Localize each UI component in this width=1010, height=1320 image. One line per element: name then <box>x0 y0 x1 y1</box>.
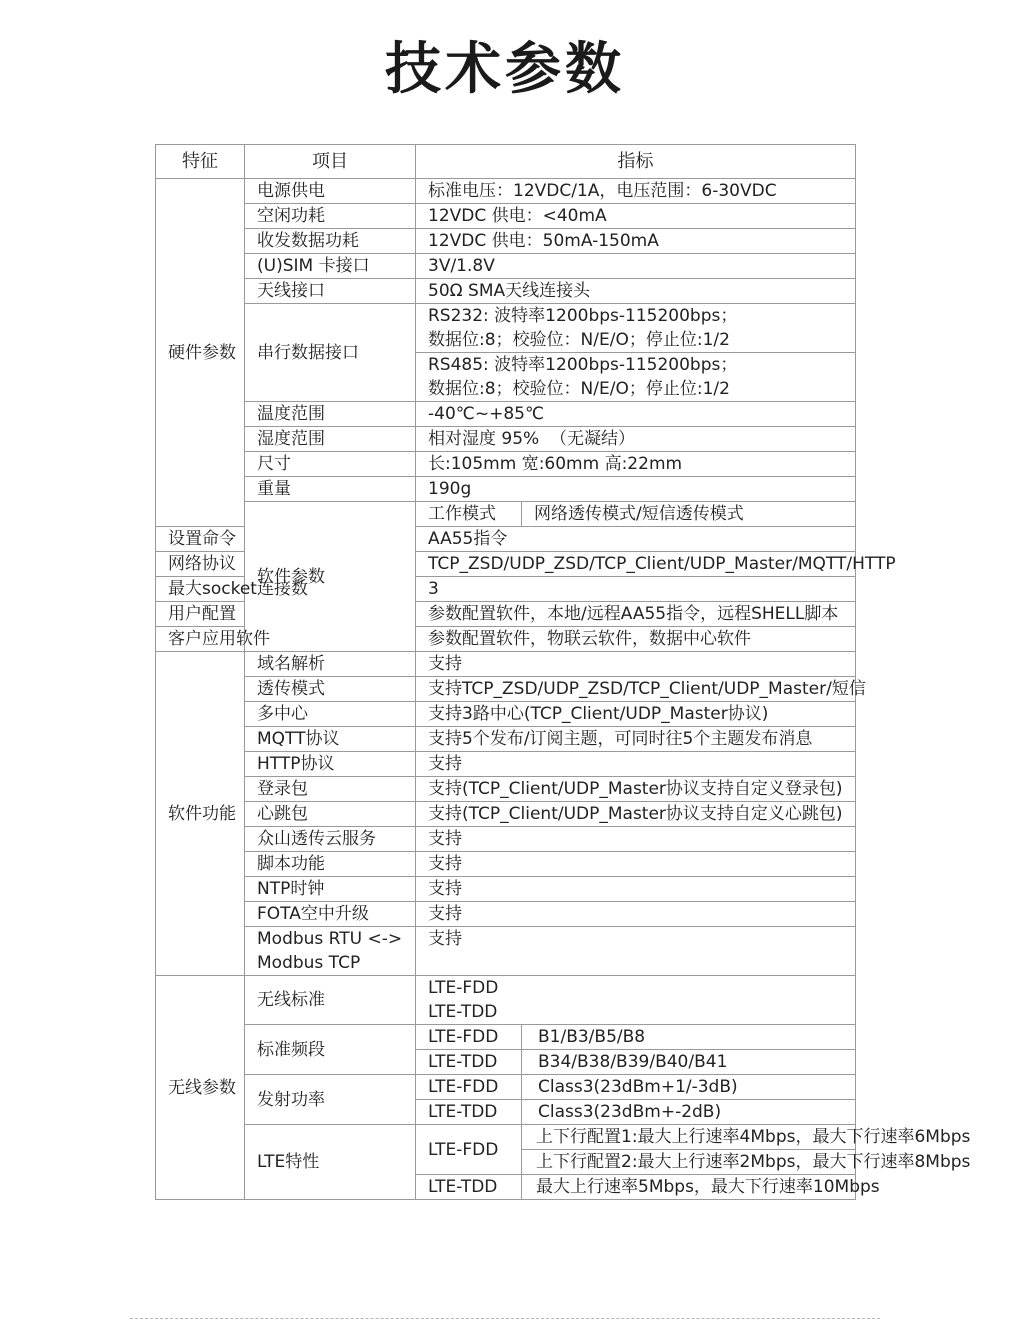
mode-cell: LTE-TDD <box>416 1175 522 1200</box>
spec-cell: 支持(TCP_Client/UDP_Master协议支持自定义登录包) <box>416 777 856 802</box>
item-cell: 标准频段 <box>245 1025 416 1075</box>
spec-cell: B1/B3/B5/B8 <box>522 1025 856 1050</box>
spec-cell: 3 <box>416 577 856 602</box>
table-row <box>156 204 856 229</box>
item-cell: 透传模式 <box>245 677 416 702</box>
header-row <box>156 145 856 179</box>
item-cell: 湿度范围 <box>245 427 416 452</box>
table-row <box>156 752 856 777</box>
spec-cell: 12VDC 供电：<40mA <box>416 204 856 229</box>
item-cell: FOTA空中升级 <box>245 902 416 927</box>
spec-cell: 参数配置软件，物联云软件，数据中心软件 <box>416 627 856 652</box>
table-row <box>156 877 856 902</box>
spec-cell: 相对湿度 95% （无凝结） <box>416 427 856 452</box>
mode-cell: LTE-TDD <box>416 1050 522 1075</box>
table-row <box>156 1025 856 1050</box>
table-row <box>156 802 856 827</box>
spec-cell: 支持(TCP_Client/UDP_Master协议支持自定义心跳包) <box>416 802 856 827</box>
spec-cell: 标准电压：12VDC/1A，电压范围：6-30VDC <box>416 179 856 204</box>
item-cell: 多中心 <box>245 702 416 727</box>
spec-cell: 支持TCP_ZSD/UDP_ZSD/TCP_Client/UDP_Master/短信 <box>416 677 856 702</box>
spec-cell: 支持 <box>416 852 856 877</box>
spec-cell: Class3(23dBm+1/-3dB) <box>522 1075 856 1100</box>
table-row <box>156 477 856 502</box>
item-cell: NTP时钟 <box>245 877 416 902</box>
spec-cell: 长:105mm 宽:60mm 高:22mm <box>416 452 856 477</box>
item-cell: 尺寸 <box>245 452 416 477</box>
item-cell: 客户应用软件 <box>156 627 245 652</box>
item-cell: 域名解析 <box>245 652 416 677</box>
spec-cell: 190g <box>416 477 856 502</box>
spec-cell: 数据位:8；校验位：N/E/O；停止位:1/2 <box>416 377 856 402</box>
table-row <box>156 254 856 279</box>
table-row <box>156 927 856 952</box>
item-cell: 脚本功能 <box>245 852 416 877</box>
spec-cell: RS232: 波特率1200bps-115200bps； <box>416 304 856 329</box>
item-cell: Modbus RTU <-> <box>245 927 416 952</box>
item-cell: 天线接口 <box>245 279 416 304</box>
header-item: 项目 <box>245 145 416 179</box>
header-spec: 指标 <box>416 145 856 179</box>
table-row <box>156 976 856 1001</box>
spec-cell: AA55指令 <box>416 527 856 552</box>
spec-cell: B34/B38/B39/B40/B41 <box>522 1050 856 1075</box>
item-cell: LTE特性 <box>245 1125 416 1200</box>
spec-cell: 参数配置软件，本地/远程AA55指令，远程SHELL脚本 <box>416 602 856 627</box>
group-wireless: 无线参数 <box>156 976 245 1200</box>
spec-cell: 12VDC 供电：50mA-150mA <box>416 229 856 254</box>
table-row <box>156 777 856 802</box>
spec-cell: 上下行配置2:最大上行速率2Mbps，最大下行速率8Mbps <box>522 1150 856 1175</box>
spec-cell: 支持 <box>416 752 856 777</box>
spec-cell: -40℃~+85℃ <box>416 402 856 427</box>
table-row <box>156 427 856 452</box>
table-row <box>156 502 856 527</box>
group-software: 软件参数 <box>245 502 416 652</box>
table-row <box>156 627 856 652</box>
item-cell: 重量 <box>245 477 416 502</box>
table-row <box>156 402 856 427</box>
spec-cell: 网络透传模式/短信透传模式 <box>522 502 856 527</box>
table-row <box>156 902 856 927</box>
item-cell: 串行数据接口 <box>245 304 416 402</box>
item-cell: 无线标准 <box>245 976 416 1025</box>
item-cell: 电源供电 <box>245 179 416 204</box>
table-row <box>156 1075 856 1100</box>
item-cell: 发射功率 <box>245 1075 416 1125</box>
item-cell: 空闲功耗 <box>245 204 416 229</box>
spec-cell: 3V/1.8V <box>416 254 856 279</box>
item-cell: 工作模式 <box>416 502 522 527</box>
item-cell: MQTT协议 <box>245 727 416 752</box>
item-cell: 众山透传云服务 <box>245 827 416 852</box>
group-functions: 软件功能 <box>156 652 245 976</box>
item-cell: 登录包 <box>245 777 416 802</box>
table-row <box>156 577 856 602</box>
item-cell: Modbus TCP <box>245 951 416 976</box>
spec-cell: RS485: 波特率1200bps-115200bps； <box>416 353 856 378</box>
mode-cell: LTE-FDD <box>416 1025 522 1050</box>
spec-cell: 支持 <box>416 652 856 677</box>
group-hardware: 硬件参数 <box>156 179 245 527</box>
spec-cell: Class3(23dBm+-2dB) <box>522 1100 856 1125</box>
spec-cell: 支持 <box>416 927 856 976</box>
spec-cell: LTE-FDD <box>416 976 856 1001</box>
mode-cell: LTE-FDD <box>416 1075 522 1100</box>
table-row <box>156 652 856 677</box>
table-row <box>156 452 856 477</box>
spec-cell: 支持5个发布/订阅主题，可同时往5个主题发布消息 <box>416 727 856 752</box>
spec-cell: 上下行配置1:最大上行速率4Mbps，最大下行速率6Mbps <box>522 1125 856 1150</box>
item-cell: 网络协议 <box>156 552 245 577</box>
mode-cell: LTE-TDD <box>416 1100 522 1125</box>
bottom-divider <box>130 1318 880 1319</box>
item-cell: 设置命令 <box>156 527 245 552</box>
table-row <box>156 727 856 752</box>
spec-cell: LTE-TDD <box>416 1000 856 1025</box>
item-cell: 收发数据功耗 <box>245 229 416 254</box>
spec-cell: 最大上行速率5Mbps，最大下行速率10Mbps <box>522 1175 856 1200</box>
table-row <box>156 827 856 852</box>
item-cell: 心跳包 <box>245 802 416 827</box>
spec-cell: 支持3路中心(TCP_Client/UDP_Master协议) <box>416 702 856 727</box>
table-row <box>156 279 856 304</box>
table-row <box>156 304 856 329</box>
page-title: 技术参数 <box>385 37 625 102</box>
table-row <box>156 229 856 254</box>
item-cell: 用户配置 <box>156 602 245 627</box>
spec-table <box>155 144 971 1200</box>
spec-cell: TCP_ZSD/UDP_ZSD/TCP_Client/UDP_Master/MQTT/HTTP <box>416 552 856 577</box>
item-cell: (U)SIM 卡接口 <box>245 254 416 279</box>
item-cell: HTTP协议 <box>245 752 416 777</box>
table-row <box>156 852 856 877</box>
item-cell: 最大socket连接数 <box>156 577 245 602</box>
item-cell: 温度范围 <box>245 402 416 427</box>
spec-cell: 支持 <box>416 827 856 852</box>
spec-cell: 支持 <box>416 877 856 902</box>
spec-cell: 支持 <box>416 902 856 927</box>
header-feature: 特征 <box>156 145 245 179</box>
spec-cell: 50Ω SMA天线连接头 <box>416 279 856 304</box>
table-row <box>156 179 856 204</box>
table-row <box>156 677 856 702</box>
table-row <box>156 702 856 727</box>
mode-cell: LTE-FDD <box>416 1125 522 1175</box>
spec-cell: 数据位:8；校验位：N/E/O；停止位:1/2 <box>416 328 856 353</box>
